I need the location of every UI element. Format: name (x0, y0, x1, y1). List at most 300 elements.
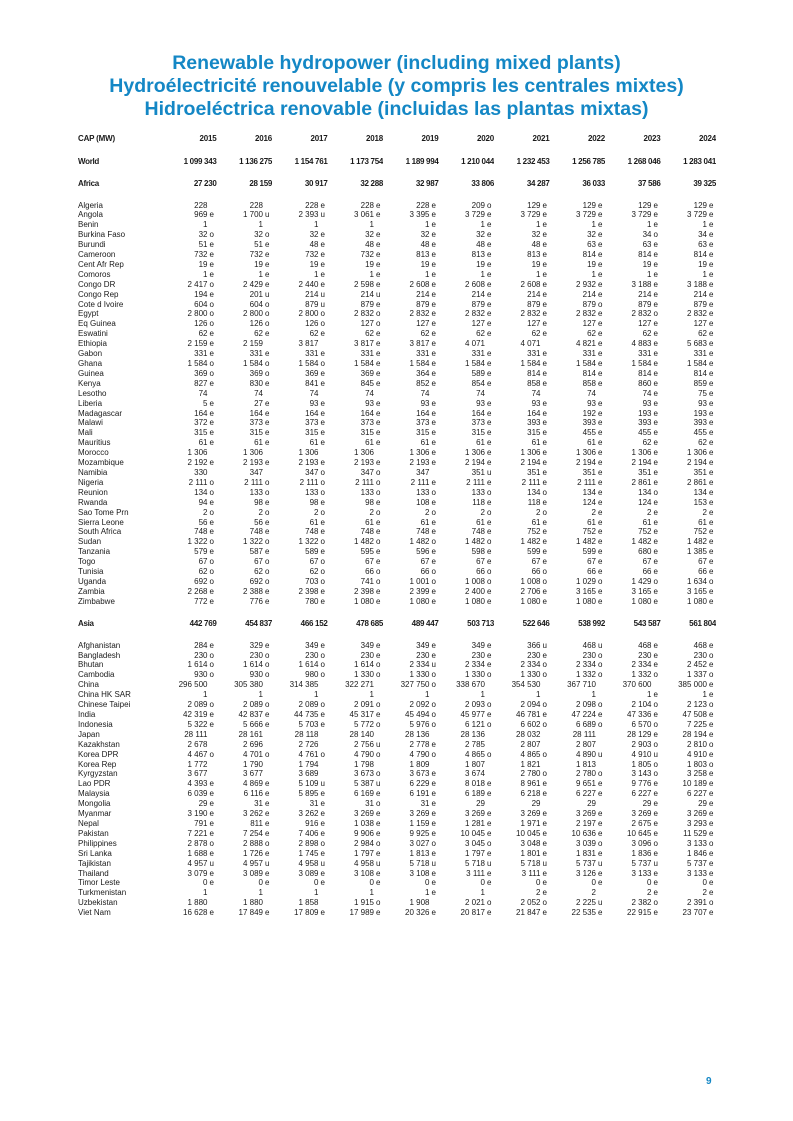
capacity-cell (661, 680, 717, 690)
capacity-cell (550, 210, 606, 220)
capacity-value: 228 (249, 200, 263, 210)
capacity-value: 3 269 (575, 809, 596, 819)
data-flag: o (542, 567, 547, 577)
country-name: Myanmar (78, 809, 112, 819)
capacity-value: 2 696 (242, 739, 263, 749)
region-value: 37 586 (637, 179, 661, 188)
capacity-cell (605, 651, 661, 661)
data-flag: e (487, 438, 492, 448)
capacity-cell (161, 508, 217, 518)
data-flag: o (653, 700, 658, 710)
capacity-value: 2 608 (409, 279, 430, 289)
capacity-cell (217, 690, 273, 700)
data-flag: e (653, 220, 658, 230)
data-flag: e (542, 269, 547, 279)
capacity-value: 62 (254, 567, 263, 577)
capacity-cell (217, 359, 273, 369)
capacity-value: 3 673 (353, 769, 374, 779)
capacity-value: 61 (587, 438, 596, 448)
capacity-cell (161, 240, 217, 250)
capacity-cell (328, 547, 384, 557)
capacity-value: 10 045 (516, 828, 541, 838)
capacity-value: 1 (647, 220, 652, 230)
capacity-cell (383, 789, 439, 799)
capacity-cell (328, 458, 384, 468)
data-flag: e (376, 200, 381, 210)
data-flag: o (209, 576, 214, 586)
capacity-value: 1 080 (353, 596, 374, 606)
capacity-value: 2 193 (298, 458, 319, 468)
capacity-cell (383, 740, 439, 750)
data-flag: e (209, 586, 214, 596)
data-flag: e (653, 339, 658, 349)
capacity-value: 2 334 (520, 660, 541, 670)
data-flag: o (653, 838, 658, 848)
capacity-cell (494, 389, 550, 399)
data-flag: o (209, 230, 214, 240)
capacity-value: 214 (305, 289, 319, 299)
capacity-value: 3 269 (520, 809, 541, 819)
capacity-value: 10 189 (682, 779, 707, 789)
capacity-value: 214 (638, 289, 652, 299)
capacity-value: 133 (471, 487, 485, 497)
table-row (78, 670, 716, 680)
data-flag: o (542, 487, 547, 497)
capacity-cell (550, 730, 606, 740)
capacity-cell (272, 478, 328, 488)
capacity-cell (272, 389, 328, 399)
capacity-value: 29 (642, 799, 652, 809)
capacity-value: 1 584 (409, 359, 430, 368)
capacity-cell (217, 399, 273, 409)
data-flag: o (265, 537, 270, 547)
capacity-value: 2 093 (464, 700, 485, 710)
data-flag: e (320, 428, 325, 438)
capacity-cell (161, 750, 217, 760)
capacity-value: 164 (249, 408, 263, 418)
capacity-value: 393 (582, 418, 596, 428)
data-flag: e (709, 809, 714, 819)
capacity-value: 2 (369, 507, 374, 517)
capacity-cell (217, 740, 273, 750)
region-value: 1 232 453 (516, 156, 550, 166)
data-flag: e (487, 868, 492, 878)
data-flag: e (209, 289, 214, 299)
capacity-cell (328, 448, 384, 458)
capacity-cell (161, 319, 217, 329)
data-flag: o (320, 309, 325, 319)
capacity-value: 93 (420, 398, 430, 408)
data-flag: e (709, 547, 714, 557)
capacity-cell (494, 908, 550, 918)
data-flag: e (265, 868, 270, 878)
country-name: Tajikistan (78, 858, 111, 868)
capacity-cell (217, 670, 273, 680)
data-flag: e (709, 279, 714, 289)
capacity-cell (217, 908, 273, 918)
data-flag: e (431, 220, 436, 230)
data-flag: e (709, 329, 714, 339)
region-value: 32 987 (415, 179, 439, 188)
data-flag: e (487, 359, 492, 368)
data-flag: u (376, 858, 381, 868)
data-flag: e (653, 388, 658, 398)
capacity-cell (550, 750, 606, 760)
capacity-cell (494, 779, 550, 789)
capacity-cell (439, 369, 495, 379)
country-name: South Africa (78, 527, 122, 537)
capacity-cell (383, 750, 439, 760)
capacity-value: 2 932 (575, 279, 596, 289)
capacity-cell (661, 878, 717, 888)
capacity-cell (328, 660, 384, 670)
capacity-cell (605, 260, 661, 270)
country-name: Malaysia (78, 789, 110, 799)
capacity-value: 373 (471, 418, 485, 428)
capacity-cell (217, 240, 273, 250)
capacity-cell (494, 750, 550, 760)
data-flag: u (376, 739, 381, 749)
capacity-value: 4 883 (631, 339, 652, 349)
capacity-value: 5 737 (686, 858, 707, 868)
capacity-cell (439, 819, 495, 829)
table-row (78, 557, 716, 567)
data-flag: u (598, 640, 603, 650)
capacity-value: 62 (309, 567, 319, 577)
capacity-cell (272, 210, 328, 220)
capacity-value: 0 (425, 878, 430, 888)
capacity-value: 1 306 (686, 448, 707, 458)
region-value: 33 806 (471, 179, 494, 188)
data-flag: e (653, 729, 658, 739)
capacity-value: 1 614 (242, 660, 263, 670)
data-flag: e (542, 467, 547, 477)
capacity-cell (272, 888, 328, 898)
capacity-cell (161, 537, 217, 547)
capacity-cell (605, 908, 661, 918)
capacity-value: 61 (198, 438, 208, 448)
capacity-value: 1 915 (353, 898, 374, 908)
data-flag: e (653, 408, 658, 418)
header-year: 2019 (421, 134, 439, 143)
capacity-value: 2 334 (409, 660, 430, 670)
capacity-cell (494, 740, 550, 750)
capacity-cell (161, 468, 217, 478)
data-flag: o (265, 368, 270, 378)
capacity-value: 748 (416, 527, 430, 537)
capacity-cell (494, 680, 550, 690)
capacity-cell (550, 587, 606, 597)
capacity-value: 61 (420, 438, 430, 448)
data-flag: e (487, 517, 492, 527)
capacity-cell (272, 779, 328, 789)
capacity-value: 6 227 (631, 789, 652, 799)
capacity-cell (550, 399, 606, 409)
capacity-value: 62 (254, 329, 263, 339)
capacity-cell (494, 478, 550, 488)
data-flag: e (598, 818, 603, 828)
table-row (78, 438, 716, 448)
capacity-cell (328, 518, 384, 528)
capacity-value: 2 888 (242, 838, 263, 848)
capacity-cell (605, 418, 661, 428)
data-flag: e (265, 710, 270, 719)
capacity-cell (217, 478, 273, 488)
capacity-value: 1 846 (686, 848, 707, 858)
data-flag: e (542, 210, 547, 220)
capacity-cell (383, 349, 439, 359)
data-flag: e (709, 467, 714, 477)
capacity-cell (550, 839, 606, 849)
data-flag: e (209, 378, 214, 388)
capacity-value: 2 089 (242, 700, 263, 710)
capacity-value: 4 467 (187, 749, 208, 759)
data-flag: o (320, 749, 325, 759)
capacity-cell (605, 567, 661, 577)
table-row (78, 799, 716, 809)
capacity-value: 28 136 (405, 729, 430, 739)
capacity-cell (383, 250, 439, 260)
capacity-value: 814 (638, 250, 652, 260)
data-flag: o (709, 700, 714, 710)
data-flag: e (487, 259, 492, 269)
capacity-cell (494, 210, 550, 220)
capacity-value: 1 584 (520, 359, 541, 368)
capacity-cell (550, 670, 606, 680)
capacity-value: 1 038 (353, 818, 374, 828)
data-flag: e (598, 269, 603, 279)
capacity-value: 93 (698, 398, 707, 408)
capacity-cell (550, 478, 606, 488)
capacity-cell (161, 498, 217, 508)
data-flag: e (320, 908, 325, 918)
capacity-cell (161, 859, 217, 869)
data-flag: e (598, 200, 603, 210)
row-spacer (78, 167, 716, 179)
capacity-value: 3 269 (409, 809, 430, 819)
table-row (78, 498, 716, 508)
capacity-cell (605, 319, 661, 329)
data-flag: e (542, 878, 547, 888)
data-flag: e (431, 799, 436, 809)
country-name: Kazakhstan (78, 739, 120, 749)
data-flag: e (431, 769, 436, 779)
capacity-cell (272, 799, 328, 809)
capacity-value: 4 071 (520, 339, 541, 349)
capacity-value: 67 (642, 557, 652, 567)
capacity-cell (605, 799, 661, 809)
capacity-cell (661, 359, 717, 369)
data-flag: e (431, 368, 436, 378)
data-flag: e (487, 279, 492, 289)
capacity-cell (383, 438, 439, 448)
capacity-cell (217, 220, 273, 230)
capacity-cell (439, 680, 495, 690)
capacity-value: 3 674 (464, 769, 485, 779)
country-name: Gabon (78, 349, 103, 359)
capacity-cell (161, 300, 217, 310)
capacity-cell (161, 428, 217, 438)
capacity-value: 349 (471, 640, 485, 650)
capacity-value: 214 (360, 289, 374, 299)
capacity-cell (328, 389, 384, 399)
capacity-value: 2 111 (466, 477, 485, 487)
capacity-cell (605, 859, 661, 869)
capacity-value: 1 306 (242, 448, 263, 458)
data-flag: e (487, 319, 492, 329)
data-flag: e (653, 908, 658, 918)
capacity-value: 75 (698, 388, 707, 398)
data-flag: e (598, 908, 603, 918)
capacity-cell (439, 878, 495, 888)
capacity-value: 1 (314, 220, 319, 230)
capacity-cell (217, 839, 273, 849)
data-flag: e (542, 448, 547, 458)
capacity-cell (661, 389, 717, 399)
capacity-value: 118 (527, 497, 541, 507)
data-flag: e (653, 378, 658, 388)
data-flag: e (431, 428, 436, 438)
capacity-value: 284 (194, 640, 208, 650)
capacity-value: 45 317 (349, 710, 374, 719)
capacity-value: 45 494 (405, 710, 430, 719)
data-flag: e (376, 378, 381, 388)
capacity-cell (328, 210, 384, 220)
data-flag: e (542, 596, 547, 606)
capacity-value: 347 (360, 467, 374, 477)
capacity-cell (439, 740, 495, 750)
row-spacer (78, 629, 716, 641)
data-flag: e (376, 640, 381, 650)
capacity-value: 1 (480, 269, 485, 279)
capacity-value: 28 140 (349, 729, 374, 739)
capacity-cell (272, 369, 328, 379)
capacity-cell (161, 779, 217, 789)
capacity-cell (605, 250, 661, 260)
capacity-cell (383, 557, 439, 567)
capacity-value: 2 898 (298, 838, 319, 848)
capacity-value: 2 608 (520, 279, 541, 289)
capacity-value: 2 608 (464, 279, 485, 289)
capacity-cell (383, 908, 439, 918)
capacity-value: 2 194 (464, 458, 485, 468)
capacity-cell (550, 319, 606, 329)
capacity-cell (439, 720, 495, 730)
data-flag: e (598, 517, 603, 527)
data-flag: e (709, 388, 714, 398)
data-flag: e (709, 438, 714, 448)
data-flag: e (431, 309, 436, 319)
capacity-cell (494, 230, 550, 240)
data-flag: u (320, 779, 325, 789)
capacity-cell (328, 839, 384, 849)
country-name: Namibia (78, 467, 108, 477)
capacity-value: 3 027 (409, 838, 430, 848)
capacity-cell (494, 567, 550, 577)
country-name: Sierra Leone (78, 517, 124, 527)
capacity-cell (161, 418, 217, 428)
capacity-value: 17 809 (294, 908, 319, 918)
capacity-cell (328, 488, 384, 498)
table-row (78, 260, 716, 270)
capacity-cell (494, 527, 550, 537)
capacity-value: 1 831 (575, 848, 596, 858)
region-value: 1 189 994 (405, 156, 439, 166)
capacity-value: 5 737 (631, 858, 652, 868)
data-flag: o (598, 670, 603, 680)
capacity-value: 1 385 (686, 547, 707, 557)
capacity-cell (605, 730, 661, 740)
data-flag: e (709, 349, 714, 359)
data-flag: e (487, 596, 492, 606)
capacity-cell (494, 518, 550, 528)
capacity-value: 74 (198, 388, 208, 398)
capacity-cell (661, 547, 717, 557)
capacity-value: 74 (587, 388, 596, 398)
capacity-value: 48 (476, 240, 485, 250)
table-row (78, 750, 716, 760)
capacity-cell (383, 670, 439, 680)
country-name: Togo (78, 557, 96, 567)
capacity-cell (661, 409, 717, 419)
capacity-value: 3 133 (686, 868, 707, 878)
capacity-value: 752 (638, 527, 652, 537)
data-flag: e (542, 477, 547, 487)
table-row (78, 478, 716, 488)
data-flag: e (653, 789, 658, 799)
capacity-value: 5 718 (409, 858, 430, 868)
data-flag: e (431, 557, 436, 567)
data-flag: o (320, 467, 325, 477)
table-row (78, 527, 716, 537)
capacity-value: 2 832 (353, 309, 374, 319)
capacity-cell (439, 547, 495, 557)
data-flag: e (653, 710, 658, 719)
data-flag: o (209, 507, 214, 517)
data-flag: e (487, 428, 492, 438)
table-row (78, 849, 716, 859)
capacity-value: 0 (369, 878, 374, 888)
table-row (78, 389, 716, 399)
capacity-value: 468 (693, 640, 707, 650)
capacity-cell (661, 769, 717, 779)
capacity-cell (383, 898, 439, 908)
capacity-cell (550, 597, 606, 607)
capacity-cell (550, 508, 606, 518)
capacity-value: 3 045 (464, 838, 485, 848)
capacity-cell (217, 527, 273, 537)
data-flag: o (265, 567, 270, 577)
capacity-cell (272, 458, 328, 468)
table-row (78, 869, 716, 879)
capacity-value: 0 (314, 878, 319, 888)
capacity-value: 5 387 (353, 779, 374, 789)
capacity-cell (328, 230, 384, 240)
data-flag: e (598, 230, 603, 240)
capacity-cell (383, 428, 439, 438)
data-flag: e (653, 467, 658, 477)
data-flag: e (320, 240, 325, 250)
capacity-cell (217, 448, 273, 458)
capacity-value: 5 737 (575, 858, 596, 868)
capacity-value: 51 (198, 240, 208, 250)
capacity-value: 1 688 (187, 848, 208, 858)
capacity-cell (494, 379, 550, 389)
capacity-value: 468 (638, 640, 652, 650)
capacity-value: 5 666 (242, 719, 263, 729)
capacity-cell (328, 290, 384, 300)
data-flag: o (598, 838, 603, 848)
